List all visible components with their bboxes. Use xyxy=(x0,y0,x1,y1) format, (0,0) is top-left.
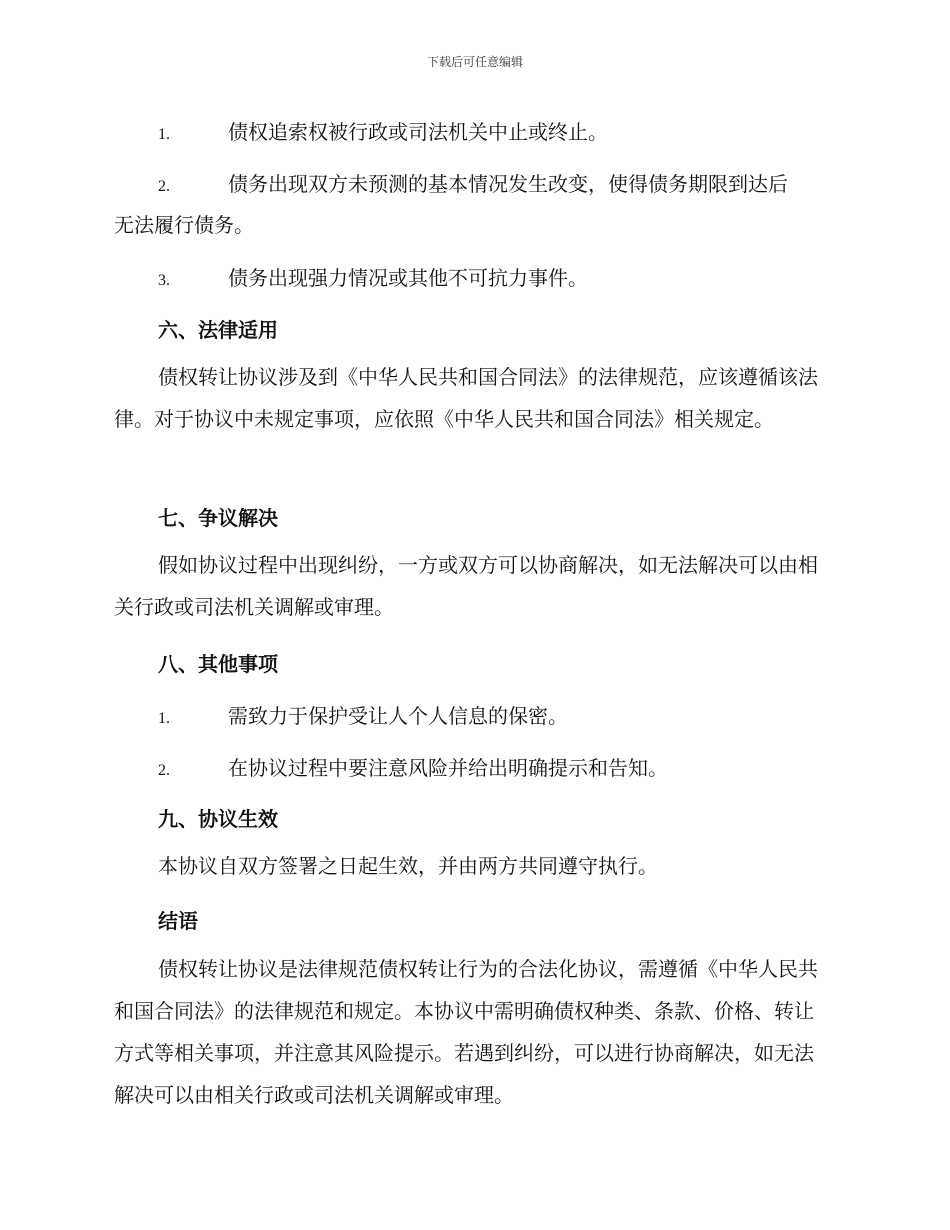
paragraph-text: 本协议自双方签署之日起生效，并由两方共同遵守执行。 xyxy=(158,854,658,878)
item-text: 债务出现强力情况或其他不可抗力事件。 xyxy=(228,266,588,290)
list-item xyxy=(114,752,830,781)
item-number: 3. xyxy=(158,272,170,289)
page-header: 下载后可任意编辑 xyxy=(426,55,523,69)
section-paragraph xyxy=(114,544,830,628)
item-number: 2. xyxy=(158,178,170,195)
item-number: 2. xyxy=(158,762,170,779)
item-text: 在协议过程中要注意风险并给出明确提示和告知。 xyxy=(228,756,668,780)
item-text-continued: 无法履行债务。 xyxy=(114,213,254,237)
item-text: 债权追索权被行政或司法机关中止或终止。 xyxy=(228,120,608,144)
section-heading: 结语 xyxy=(158,909,198,933)
section-heading: 九、协议生效 xyxy=(158,807,278,831)
item-text: 债务出现双方未预测的基本情况发生改变，使得债务期限到达后 xyxy=(228,172,788,196)
section-paragraph xyxy=(114,948,830,1116)
section-paragraph xyxy=(114,356,830,440)
list-item xyxy=(114,168,830,238)
list-item xyxy=(114,262,830,291)
paragraph-text: 债权转让协议是法律规范债权转让行为的合法化协议，需遵循《中华人民共和国合同法》的法律规范和规定。本协议中需明确债权种类、条款、价格、转让方式等相关事项，并注意其风险提示。若遇到纠纷，可以进行协商解决，如无法解决可以由相关行政或司法机关调解或审理。 xyxy=(114,957,818,1107)
item-number: 1. xyxy=(158,126,170,143)
item-number: 1. xyxy=(158,710,170,727)
section-heading: 六、法律适用 xyxy=(158,318,278,342)
paragraph-text: 债权转让协议涉及到《中华人民共和国合同法》的法律规范，应该遵循该法律。对于协议中未规定事项，应依照《中华人民共和国合同法》相关规定。 xyxy=(114,365,818,431)
paragraph-text: 假如协议过程中出现纠纷，一方或双方可以协商解决，如无法解决可以由相关行政或司法机关调解或审理。 xyxy=(114,553,818,619)
section-paragraph xyxy=(114,845,830,887)
item-text: 需致力于保护受让人个人信息的保密。 xyxy=(228,704,568,728)
list-item xyxy=(114,116,830,145)
section-heading: 七、争议解决 xyxy=(158,506,278,530)
list-item xyxy=(114,700,830,729)
section-heading: 八、其他事项 xyxy=(158,652,278,676)
